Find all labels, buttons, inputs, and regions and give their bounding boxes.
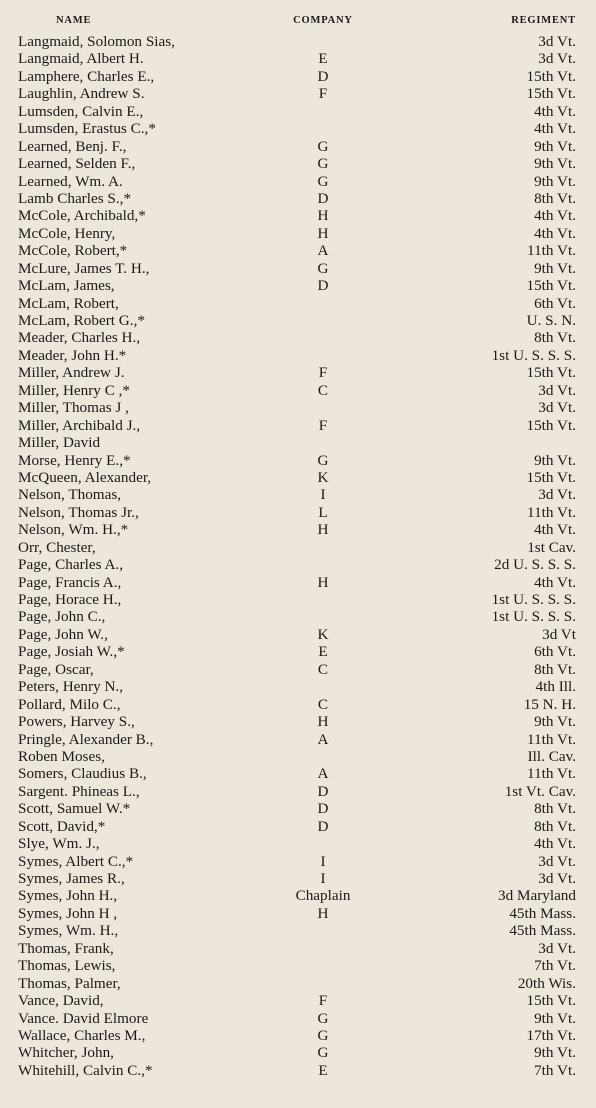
regiment-cell: 15th Vt. (526, 67, 576, 85)
regiment-cell: 11th Vt. (527, 503, 576, 521)
table-row (18, 399, 586, 416)
soldier-name: Morse, Henry E.,* (18, 451, 131, 469)
soldier-name: Symes, John H., (18, 887, 118, 905)
name-column-header: NAME (56, 14, 92, 26)
table-row (18, 608, 586, 625)
regiment-cell: 8th Vt. (534, 189, 576, 207)
table-row (18, 521, 586, 538)
soldier-name: Meader, John H.* (18, 346, 127, 364)
regiment-cell: U. S. N. (526, 312, 576, 329)
soldier-name: Peters, Henry N., (18, 678, 124, 696)
table-row (18, 696, 586, 713)
table-row (18, 661, 586, 678)
regiment-cell: Ill. Cav. (527, 747, 576, 765)
regiment-cell: 9th Vt. (534, 1044, 576, 1062)
regiment-cell: 15th Vt. (526, 364, 576, 382)
regiment-cell: 15th Vt. (526, 416, 576, 434)
company-cell: Chaplain (295, 887, 351, 905)
soldier-name: Miller, Thomas J , (18, 399, 129, 417)
regiment-cell: 9th Vt. (534, 259, 576, 277)
company-cell: D (317, 189, 329, 207)
regiment-cell: 4th Vt. (534, 573, 576, 591)
regiment-cell: 3d Vt. (538, 381, 576, 399)
regiment-cell: 17th Vt. (526, 1026, 576, 1044)
table-row (18, 1010, 586, 1027)
table-row (18, 975, 586, 992)
soldier-name: Symes, Albert C.,* (18, 852, 134, 870)
company-cell (258, 399, 378, 416)
table-row (18, 1062, 586, 1079)
soldier-name: Page, John W., (18, 625, 108, 643)
company-cell: F (318, 992, 328, 1010)
company-cell: D (317, 817, 329, 835)
company-cell (258, 347, 378, 364)
regiment-cell: 4th Vt. (534, 207, 576, 225)
soldier-name: Wallace, Charles M., (18, 1026, 146, 1044)
table-row (18, 887, 586, 904)
table-row (18, 853, 586, 870)
table-row (18, 922, 586, 939)
regiment-cell: 7th Vt. (534, 957, 576, 975)
soldier-name: Thomas, Lewis, (18, 957, 116, 975)
company-cell: L (318, 503, 328, 521)
regiment-cell: 3d Vt (542, 625, 576, 643)
table-row (18, 1027, 586, 1044)
regiment-cell: 4th Vt. (534, 120, 576, 138)
soldier-name: Miller, Henry C ,* (18, 381, 131, 399)
company-cell (258, 539, 378, 556)
table-row (18, 452, 586, 469)
regiment-cell: 3d Vt. (538, 33, 576, 50)
regiment-cell: 4th Vt. (534, 102, 576, 120)
regiment-cell: 8th Vt. (534, 817, 576, 835)
soldier-name: Meader, Charles H., (18, 329, 141, 347)
regiment-cell: 11th Vt. (527, 730, 576, 748)
table-row (18, 643, 586, 660)
company-cell: H (317, 573, 329, 591)
regiment-cell: 3d Maryland (497, 887, 576, 905)
soldier-name: Pringle, Alexander B., (18, 730, 154, 748)
company-cell: I (320, 870, 326, 887)
soldier-name: McLam, Robert G.,* (18, 312, 145, 329)
company-cell: D (317, 277, 329, 295)
table-row (18, 678, 586, 695)
soldier-name: McCole, Henry, (18, 224, 116, 242)
company-cell (258, 312, 378, 329)
soldier-name: Miller, Archibald J., (18, 416, 141, 434)
company-cell: H (317, 904, 329, 922)
table-row (18, 504, 586, 521)
soldier-name: McCole, Robert,* (18, 242, 128, 260)
table-row (18, 469, 586, 486)
soldier-name: Symes, John H , (18, 904, 118, 922)
soldier-name: Langmaid, Solomon Sias, (18, 33, 175, 50)
table-row (18, 329, 586, 346)
company-cell (258, 940, 378, 957)
table-row (18, 940, 586, 957)
regiment-cell: 4th Vt. (534, 835, 576, 853)
soldier-name: Vance, David, (18, 992, 104, 1010)
regiment-cell: 4th Vt. (534, 224, 576, 242)
soldier-name: Roben Moses, (18, 747, 105, 765)
table-row (18, 50, 586, 67)
soldier-name: Powers, Harvey S., (18, 713, 135, 731)
soldier-name: Orr, Chester, (18, 538, 96, 556)
soldier-name: Lumsden, Erastus C.,* (18, 120, 156, 138)
company-cell: D (317, 782, 329, 800)
soldier-name: Page, Oscar, (18, 660, 94, 678)
table-row (18, 260, 586, 277)
soldier-name: Langmaid, Albert H. (18, 50, 144, 68)
company-cell: G (317, 1009, 329, 1027)
regiment-cell: 1st U. S. S. S. (491, 346, 576, 364)
company-cell: A (317, 765, 329, 783)
table-row (18, 486, 586, 503)
table-row (18, 207, 586, 224)
table-row (18, 905, 586, 922)
company-cell (258, 975, 378, 992)
table-row (18, 295, 586, 312)
company-cell: C (317, 381, 329, 399)
soldier-name: Scott, David,* (18, 817, 106, 835)
soldier-name: Learned, Wm. A. (18, 172, 123, 190)
table-row (18, 155, 586, 172)
regiment-cell: 3d Vt. (538, 870, 576, 887)
company-cell: H (317, 224, 329, 242)
regiment-cell: 8th Vt. (534, 660, 576, 678)
regiment-cell: 3d Vt. (538, 852, 576, 870)
soldier-name: Scott, Samuel W.* (18, 800, 131, 818)
soldier-name: Page, John C., (18, 608, 106, 626)
table-row (18, 992, 586, 1009)
regiment-cell: 1st Cav. (527, 538, 576, 556)
soldier-name: Learned, Selden F., (18, 155, 136, 173)
soldier-name: Page, Josiah W.,* (18, 643, 125, 661)
soldier-name: Vance. David Elmore (18, 1009, 149, 1027)
company-cell (258, 295, 378, 312)
company-cell: H (317, 521, 329, 539)
table-row (18, 835, 586, 852)
soldier-name: Lumsden, Calvin E., (18, 102, 144, 120)
roster-table-body (18, 33, 586, 1079)
company-cell (258, 835, 378, 852)
company-cell: G (317, 259, 329, 277)
company-cell: E (318, 1061, 328, 1079)
company-cell: G (317, 1044, 329, 1062)
company-cell (258, 33, 378, 50)
regiment-cell: 8th Vt. (534, 329, 576, 347)
table-row (18, 800, 586, 817)
company-cell: G (317, 451, 329, 469)
table-row (18, 347, 586, 364)
table-row (18, 33, 586, 50)
company-cell (258, 922, 378, 939)
table-row (18, 190, 586, 207)
soldier-name: Nelson, Thomas Jr., (18, 503, 139, 521)
table-row (18, 68, 586, 85)
company-cell: C (317, 695, 329, 713)
table-row (18, 85, 586, 102)
regiment-cell: 45th Mass. (509, 922, 576, 940)
regiment-cell: 1st U. S. S. S. (491, 591, 576, 608)
company-cell: H (317, 713, 329, 731)
table-row (18, 173, 586, 190)
table-row (18, 765, 586, 782)
regiment-cell: 45th Mass. (509, 904, 576, 922)
company-cell (258, 678, 378, 695)
regiment-cell: 6th Vt. (534, 643, 576, 661)
regiment-cell: 2d U. S. S. S. (494, 556, 576, 574)
soldier-name: McCole, Archibald,* (18, 207, 146, 225)
table-row (18, 626, 586, 643)
soldier-name: Lamb Charles S.,* (18, 189, 132, 207)
soldier-name: Page, Horace H., (18, 591, 122, 608)
regiment-column-header: REGIMENT (511, 14, 576, 26)
regiment-cell: 11th Vt. (527, 765, 576, 783)
company-cell (258, 591, 378, 608)
soldier-name: McLure, James T. H., (18, 259, 150, 277)
company-cell (258, 434, 378, 451)
regiment-cell: 8th Vt. (534, 800, 576, 818)
table-row (18, 731, 586, 748)
soldier-name: Symes, Wm. H., (18, 922, 119, 940)
table-row (18, 1044, 586, 1061)
table-row (18, 713, 586, 730)
table-row (18, 103, 586, 120)
table-row (18, 957, 586, 974)
soldier-name: Pollard, Milo C., (18, 695, 121, 713)
soldier-name: McQueen, Alexander, (18, 468, 152, 486)
company-cell: I (320, 852, 326, 870)
company-cell: D (317, 800, 329, 818)
table-row (18, 120, 586, 137)
regiment-cell: 9th Vt. (534, 137, 576, 155)
regiment-cell: 9th Vt. (534, 172, 576, 190)
table-row (18, 138, 586, 155)
regiment-cell: 9th Vt. (534, 1009, 576, 1027)
company-cell: A (317, 242, 329, 260)
company-cell (258, 556, 378, 573)
regiment-cell: 6th Vt. (534, 294, 576, 312)
table-row (18, 364, 586, 381)
company-cell (258, 120, 378, 137)
regiment-cell: 15th Vt. (526, 85, 576, 103)
company-cell: G (317, 172, 329, 190)
regiment-cell: 20th Wis. (517, 974, 576, 992)
table-row (18, 242, 586, 259)
table-row (18, 277, 586, 294)
regiment-cell: 3d Vt. (538, 399, 576, 417)
company-cell: K (317, 468, 329, 486)
soldier-name: Lamphere, Charles E., (18, 67, 155, 85)
company-cell (258, 103, 378, 120)
company-cell: G (317, 1026, 329, 1044)
company-cell (258, 957, 378, 974)
table-row (18, 748, 586, 765)
soldier-name: Laughlin, Andrew S. (18, 85, 145, 103)
company-cell: I (320, 486, 326, 504)
regiment-cell: 9th Vt. (534, 451, 576, 469)
regiment-cell: 15 N. H. (523, 695, 576, 713)
soldier-name: Page, Charles A., (18, 556, 124, 574)
regiment-cell: 3d Vt. (538, 50, 576, 68)
soldier-name: McLam, Robert, (18, 294, 119, 312)
table-row (18, 870, 586, 887)
regiment-cell: 15th Vt. (526, 992, 576, 1010)
table-row (18, 783, 586, 800)
table-row (18, 382, 586, 399)
regiment-cell: 7th Vt. (534, 1061, 576, 1079)
soldier-name: Page, Francis A., (18, 573, 122, 591)
company-cell: E (318, 643, 328, 661)
soldier-name: Whitcher, John, (18, 1044, 114, 1062)
table-row (18, 312, 586, 329)
table-header (18, 9, 586, 31)
regiment-cell: 4th Ill. (535, 678, 576, 696)
regiment-cell: 3d Vt. (538, 939, 576, 957)
company-cell: C (317, 660, 329, 678)
table-row (18, 539, 586, 556)
regiment-cell: 15th Vt. (526, 277, 576, 295)
regiment-cell (378, 434, 576, 451)
company-cell (258, 329, 378, 346)
regiment-cell: 3d Vt. (538, 486, 576, 504)
company-cell: A (317, 730, 329, 748)
soldier-name: McLam, James, (18, 277, 115, 295)
company-cell: E (318, 50, 328, 68)
soldier-name: Whitehill, Calvin C.,* (18, 1061, 153, 1079)
table-row (18, 818, 586, 835)
company-cell: G (317, 137, 329, 155)
soldier-name: Miller, David (18, 434, 101, 452)
table-row (18, 574, 586, 591)
table-row (18, 591, 586, 608)
table-row (18, 417, 586, 434)
table-row (18, 225, 586, 242)
soldier-name: Nelson, Thomas, (18, 486, 122, 504)
company-cell: K (317, 625, 329, 643)
soldier-name: Slye, Wm. J., (18, 835, 100, 853)
soldier-name: Learned, Benj. F., (18, 137, 127, 155)
company-cell: F (318, 85, 328, 103)
soldier-name: Nelson, Wm. H.,* (18, 521, 129, 539)
regiment-cell: 9th Vt. (534, 713, 576, 731)
regiment-cell: 4th Vt. (534, 521, 576, 539)
company-cell: G (317, 155, 329, 173)
company-cell: F (318, 364, 328, 382)
soldier-name: Somers, Claudius B., (18, 765, 147, 783)
table-row (18, 556, 586, 573)
regiment-cell: 11th Vt. (527, 242, 576, 260)
company-cell (258, 608, 378, 625)
company-cell: H (317, 207, 329, 225)
regiment-cell: 1st U. S. S. S. (491, 608, 576, 626)
company-cell: D (317, 67, 329, 85)
company-column-header: COMPANY (293, 14, 353, 26)
regiment-cell: 9th Vt. (534, 155, 576, 173)
regiment-cell: 15th Vt. (526, 468, 576, 486)
soldier-name: Symes, James R., (18, 870, 125, 887)
soldier-name: Thomas, Frank, (18, 939, 114, 957)
soldier-name: Miller, Andrew J. (18, 364, 125, 382)
soldier-name: Thomas, Palmer, (18, 974, 121, 992)
soldier-name: Sargent. Phineas L., (18, 782, 140, 800)
regiment-cell: 1st Vt. Cav. (504, 782, 576, 800)
table-row (18, 434, 586, 451)
company-cell: F (318, 416, 328, 434)
company-cell (258, 748, 378, 765)
